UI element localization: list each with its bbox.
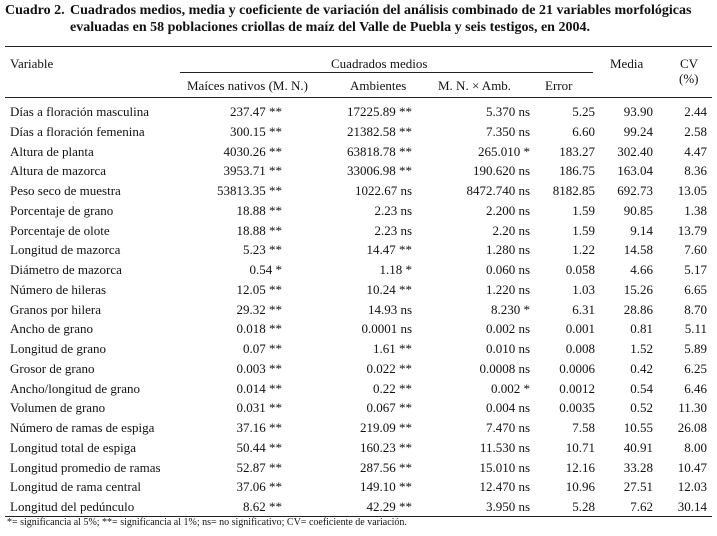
cv-cell: 8.00 [684, 439, 707, 455]
maices-nativos-cell: 5.23 ** [243, 242, 282, 258]
error-cell: 8182.85 [552, 183, 595, 198]
table-row [0, 497, 717, 517]
media-cell: 7.62 [630, 499, 653, 514]
error-cell: 0.001 [565, 321, 595, 337]
header-rule [5, 97, 712, 98]
cv-cell: 26.08 [677, 420, 707, 435]
media-cell: 692.73 [617, 183, 653, 198]
error-cell: 0.008 [565, 341, 595, 356]
maices-nativos-cell: 4030.26 ** [223, 143, 282, 159]
mn-x-amb-cell: 0.002 * [491, 380, 530, 396]
cv-cell: 8.36 [684, 163, 707, 179]
table-row [0, 122, 717, 142]
maices-nativos-cell: 0.003 ** [236, 360, 282, 376]
group-rule [180, 72, 593, 73]
table-row [0, 161, 717, 181]
media-cell: 90.85 [623, 202, 653, 218]
mn-x-amb-cell: 1.280 ns [485, 242, 530, 258]
variable-cell: Longitud del pedúnculo [10, 499, 135, 514]
cv-cell: 5.89 [684, 341, 707, 356]
top-rule [5, 46, 712, 47]
media-cell: 28.86 [623, 301, 653, 317]
mn-x-amb-cell: 11.530 ns [479, 439, 530, 455]
ambientes-cell: 21382.58 ** [347, 123, 412, 139]
maices-nativos-cell: 52.87 ** [236, 459, 282, 475]
media-cell: 14.58 [623, 242, 653, 258]
ambientes-cell: 0.067 ** [366, 400, 412, 416]
caption-line-2: evaluadas en 58 poblaciones criollas de maíz del Valle de Puebla y seis testigos, en 2004. [70, 20, 590, 35]
variable-cell: Longitud de grano [10, 341, 107, 356]
header-cuadrados-medios: Cuadrados medios [331, 56, 428, 71]
error-cell: 0.058 [565, 262, 595, 277]
variable-cell: Diámetro de mazorca [10, 262, 122, 277]
mn-x-amb-cell: 265.010 * [478, 143, 530, 159]
error-cell: 1.03 [572, 281, 595, 297]
media-cell: 302.40 [617, 143, 653, 159]
table-row [0, 339, 717, 359]
ambientes-cell: 160.23 ** [360, 439, 412, 455]
caption-number: Cuadro 2. [5, 3, 65, 18]
media-cell: 163.04 [617, 163, 653, 179]
mn-x-amb-cell: 7.350 ns [485, 123, 530, 139]
ambientes-cell: 0.022 ** [366, 360, 412, 376]
error-cell: 10.96 [565, 479, 595, 495]
media-cell: 1.52 [630, 341, 653, 356]
table-row [0, 280, 717, 300]
ambientes-cell: 33006.98 ** [347, 163, 412, 179]
cv-cell: 2.58 [684, 123, 707, 139]
variable-cell: Altura de mazorca [10, 163, 107, 179]
header-ambientes: Ambientes [350, 78, 407, 93]
header-cv-unit: (%) [679, 71, 699, 86]
maices-nativos-cell: 53813.35 ** [217, 183, 282, 198]
mn-x-amb-cell: 1.220 ns [485, 281, 530, 297]
table-row [0, 201, 717, 221]
cv-cell: 5.17 [684, 262, 707, 277]
cv-cell: 13.79 [677, 222, 707, 238]
maices-nativos-cell: 0.018 ** [236, 321, 282, 337]
media-cell: 93.90 [623, 104, 653, 119]
maices-nativos-cell: 8.62 ** [243, 499, 282, 514]
table-row [0, 102, 717, 122]
variable-cell: Altura de planta [10, 143, 94, 159]
error-cell: 0.0006 [559, 360, 595, 376]
ambientes-cell: 14.93 ns [367, 301, 412, 317]
maices-nativos-cell: 300.15 ** [230, 123, 282, 139]
cv-cell: 6.25 [684, 360, 707, 376]
maices-nativos-cell: 0.031 ** [236, 400, 282, 416]
cv-cell: 8.70 [684, 301, 707, 317]
variable-cell: Porcentaje de grano [10, 202, 114, 218]
ambientes-cell: 0.0001 ns [361, 321, 412, 337]
media-cell: 0.42 [630, 360, 653, 376]
mn-x-amb-cell: 0.004 ns [485, 400, 530, 416]
maices-nativos-cell: 0.54 * [249, 262, 282, 277]
caption-line-1: Cuadrados medios, media y coeficiente de variación del análisis combinado de 21 variables morfológicas [70, 3, 692, 18]
mn-x-amb-cell: 0.010 ns [485, 341, 530, 356]
ambientes-cell: 1.18 * [379, 262, 412, 277]
variable-cell: Longitud de rama central [10, 479, 142, 495]
ambientes-cell: 287.56 ** [360, 459, 412, 475]
maices-nativos-cell: 37.06 ** [236, 479, 282, 495]
header-variable: Variable [10, 56, 54, 71]
error-cell: 10.71 [565, 439, 595, 455]
table-row [0, 359, 717, 379]
cv-cell: 30.14 [677, 499, 707, 514]
table-row [0, 240, 717, 260]
ambientes-cell: 63818.78 ** [347, 143, 412, 159]
cv-cell: 13.05 [677, 183, 707, 198]
ambientes-cell: 17225.89 ** [347, 104, 412, 119]
error-cell: 1.59 [572, 202, 595, 218]
media-cell: 33.28 [623, 459, 653, 475]
mn-x-amb-cell: 7.470 ns [485, 420, 530, 435]
cv-cell: 10.47 [677, 459, 707, 475]
table-row [0, 477, 717, 497]
mn-x-amb-cell: 2.20 ns [492, 222, 530, 238]
cv-cell: 6.65 [684, 281, 707, 297]
error-cell: 5.28 [572, 499, 595, 514]
ambientes-cell: 1.61 ** [373, 341, 412, 356]
table-row [0, 300, 717, 320]
table-row [0, 438, 717, 458]
media-cell: 4.66 [630, 262, 653, 277]
error-cell: 183.27 [559, 143, 595, 159]
media-cell: 0.81 [630, 321, 653, 337]
header-mn-x-amb: M. N. × Amb. [438, 78, 512, 93]
media-cell: 27.51 [623, 479, 653, 495]
variable-cell: Longitud promedio de ramas [10, 459, 161, 475]
cv-cell: 5.11 [684, 321, 707, 337]
header-maices-nativos: Maíces nativos (M. N.) [187, 78, 308, 93]
variable-cell: Ancho/longitud de grano [10, 380, 140, 396]
ambientes-cell: 0.22 ** [373, 380, 412, 396]
error-cell: 6.60 [572, 123, 595, 139]
error-cell: 12.16 [565, 459, 595, 475]
error-cell: 186.75 [559, 163, 595, 179]
variable-cell: Ancho de grano [10, 321, 94, 337]
mn-x-amb-cell: 15.010 ns [479, 459, 530, 475]
ambientes-cell: 219.09 ** [360, 420, 412, 435]
maices-nativos-cell: 29.32 ** [236, 301, 282, 317]
header-cv: CV [680, 56, 699, 71]
cv-cell: 2.44 [684, 104, 707, 119]
cv-cell: 7.60 [684, 242, 707, 258]
variable-cell: Días a floración femenina [10, 123, 145, 139]
variable-cell: Días a floración masculina [10, 104, 149, 119]
maices-nativos-cell: 0.07 ** [243, 341, 282, 356]
cv-cell: 11.30 [678, 400, 707, 416]
table-row [0, 319, 717, 339]
maices-nativos-cell: 0.014 ** [236, 380, 282, 396]
variable-cell: Número de ramas de espiga [10, 420, 155, 435]
variable-cell: Porcentaje de olote [10, 222, 110, 238]
maices-nativos-cell: 50.44 ** [236, 439, 282, 455]
error-cell: 0.0035 [559, 400, 595, 416]
maices-nativos-cell: 237.47 ** [230, 104, 282, 119]
caption-text [70, 2, 710, 36]
header-error: Error [545, 78, 573, 93]
cv-cell: 6.46 [684, 380, 707, 396]
mn-x-amb-cell: 12.470 ns [479, 479, 530, 495]
ambientes-cell: 14.47 ** [366, 242, 412, 258]
variable-cell: Longitud de mazorca [10, 242, 121, 258]
ambientes-cell: 42.29 ** [366, 499, 412, 514]
variable-cell: Grosor de grano [10, 360, 95, 376]
mn-x-amb-cell: 5.370 ns [485, 104, 530, 119]
mn-x-amb-cell: 8.230 * [491, 301, 530, 317]
ambientes-cell: 2.23 ns [374, 202, 412, 218]
cv-cell: 1.38 [684, 202, 707, 218]
media-cell: 40.91 [623, 439, 653, 455]
media-cell: 0.52 [630, 400, 653, 416]
error-cell: 0.0012 [559, 380, 595, 396]
media-cell: 10.55 [623, 420, 653, 435]
variable-cell: Granos por hilera [10, 301, 101, 317]
maices-nativos-cell: 12.05 ** [236, 281, 282, 297]
mn-x-amb-cell: 8472.740 ns [466, 183, 530, 198]
maices-nativos-cell: 3953.71 ** [223, 163, 282, 179]
error-cell: 1.22 [572, 242, 595, 258]
header-media: Media [610, 56, 644, 71]
media-cell: 99.24 [623, 123, 653, 139]
table-row [0, 142, 717, 162]
mn-x-amb-cell: 0.0008 ns [479, 360, 530, 376]
table-row [0, 221, 717, 241]
mn-x-amb-cell: 0.060 ns [485, 262, 530, 277]
variable-cell: Longitud total de espiga [10, 439, 137, 455]
maices-nativos-cell: 18.88 ** [236, 202, 282, 218]
mn-x-amb-cell: 190.620 ns [472, 163, 530, 179]
table-row [0, 379, 717, 399]
ambientes-cell: 10.24 ** [366, 281, 412, 297]
mn-x-amb-cell: 3.950 ns [485, 499, 530, 514]
ambientes-cell: 149.10 ** [360, 479, 412, 495]
table-row [0, 181, 717, 201]
error-cell: 6.31 [572, 301, 595, 317]
media-cell: 15.26 [623, 281, 653, 297]
cv-cell: 12.03 [677, 479, 707, 495]
media-cell: 0.54 [630, 380, 653, 396]
variable-cell: Volumen de grano [10, 400, 106, 416]
variable-cell: Número de hileras [10, 281, 107, 297]
footnote: *= significancia al 5%; **= significancia al 1%; ns= no significativo; CV= coeficiente de variación. [7, 517, 407, 528]
error-cell: 5.25 [572, 104, 595, 119]
ambientes-cell: 2.23 ns [374, 222, 412, 238]
table-row [0, 398, 717, 418]
cv-cell: 4.47 [684, 143, 707, 159]
table-row [0, 458, 717, 478]
variable-cell: Peso seco de muestra [10, 183, 121, 198]
ambientes-cell: 1022.67 ns [354, 183, 412, 198]
maices-nativos-cell: 37.16 ** [236, 420, 282, 435]
error-cell: 7.58 [572, 420, 595, 435]
error-cell: 1.59 [572, 222, 595, 238]
maices-nativos-cell: 18.88 ** [236, 222, 282, 238]
table-row [0, 418, 717, 438]
table-row [0, 260, 717, 280]
media-cell: 9.14 [630, 222, 653, 238]
mn-x-amb-cell: 2.200 ns [485, 202, 530, 218]
mn-x-amb-cell: 0.002 ns [485, 321, 530, 337]
